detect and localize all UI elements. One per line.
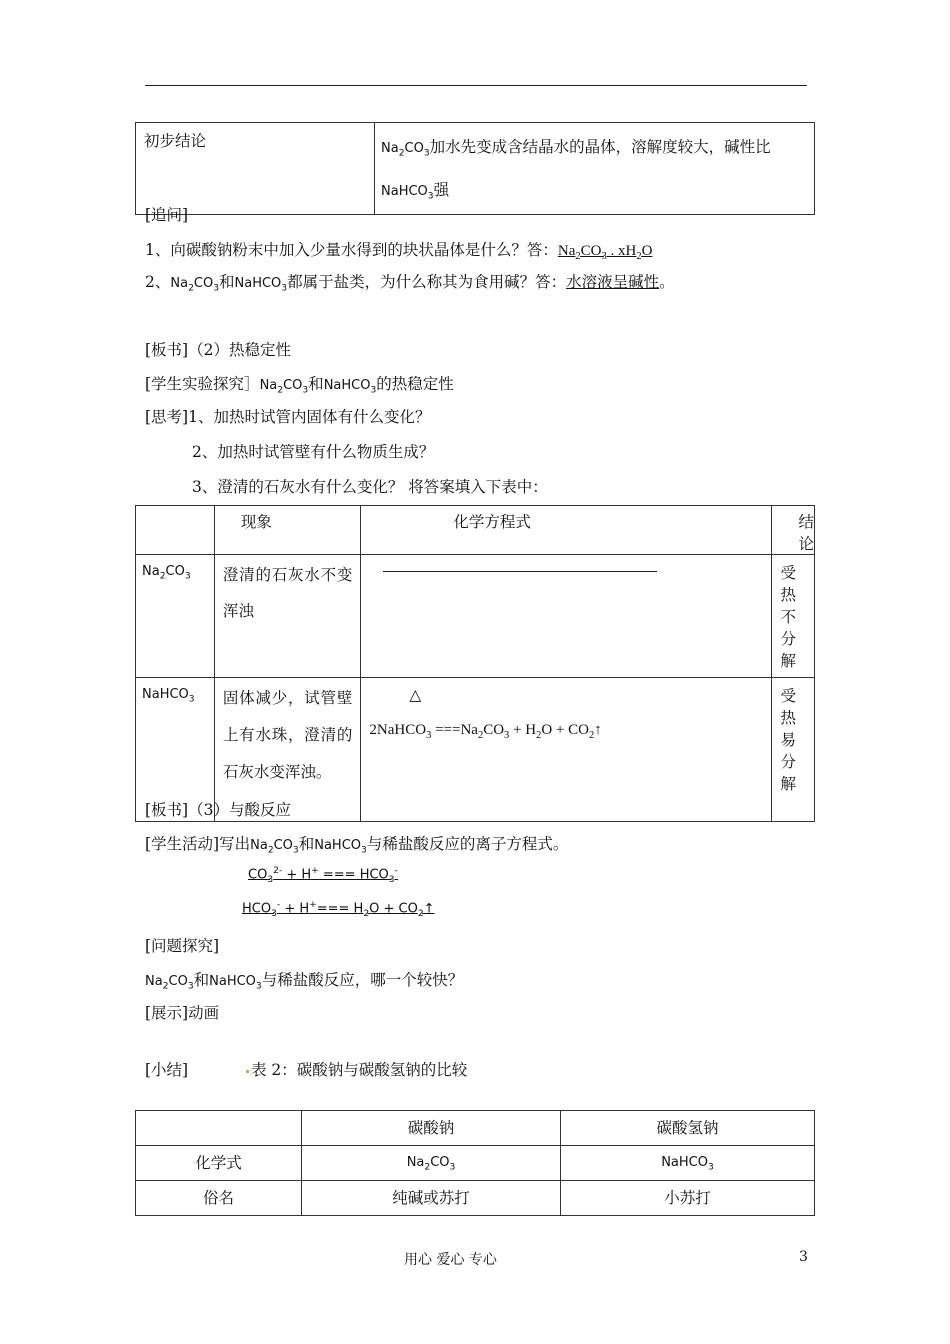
header-rule (145, 85, 807, 86)
q2-and: 和 (218, 273, 235, 291)
t3-row-common-name-na2co3: 纯碱或苏打 (302, 1181, 561, 1216)
t3-row-formula-nahco3: NaHCO$_3$ (561, 1146, 815, 1181)
board-acid-reaction: [板书]（3）与酸反应 (145, 801, 291, 819)
conclusion-text-cell (375, 123, 815, 215)
followup-heading: [追问] (145, 206, 189, 224)
conclusion-label: 初步结论 (144, 132, 207, 150)
inquiry-text: 与稀盐酸反应，哪一个较快？ (261, 971, 464, 989)
followup-q1-answer: $Na_2CO_3$ . $xH_2O$ (557, 243, 653, 262)
formula-na2co3: $Na_2CO_3$ (145, 974, 194, 992)
t3-row-formula-label: 化学式 (136, 1146, 302, 1181)
formula-nahco3: NaHCO$_3$ (234, 276, 288, 294)
t2-header-empty (136, 506, 215, 555)
board-thermal-stability: [板书]（2）热稳定性 (145, 341, 291, 359)
t2-row2-equation-cell (361, 678, 772, 822)
conclusion-table (135, 122, 815, 215)
exp-and: 和 (308, 375, 324, 393)
student-activity (145, 832, 568, 856)
conclusion-label-cell (136, 123, 375, 215)
t2-row2-conclusion: 受热易分解 (772, 678, 815, 822)
show-animation: [展示]动画 (145, 1004, 220, 1022)
t2-row2-equation: 2NaHCO$_3$ $===Na_2CO_3 + H_2O$ + $CO_2↑$ (369, 722, 602, 741)
summary-label: [小结] (145, 1061, 189, 1079)
conclusion-line2: 强 (433, 180, 450, 199)
ionic-equation-1: $CO_3^{2-} + H^+$ === $HCO_3^-$ (248, 866, 398, 885)
inquiry-and: 和 (193, 971, 210, 989)
t3-row-common-name-nahco3: 小苏打 (561, 1181, 815, 1216)
followup-q2-answer: 水溶液呈碱性 (566, 273, 660, 291)
t3-header-empty (136, 1111, 302, 1146)
followup-q1 (145, 238, 652, 262)
problem-inquiry: [问题探究] (145, 937, 220, 955)
t3-row-common-name-label: 俗名 (136, 1181, 302, 1216)
t2-row1-phenomenon: 澄清的石灰水不变浑浊 (214, 555, 361, 678)
t2-row1-name: $Na_2CO_3$ (136, 555, 215, 678)
formula-na2co3: $Na_2CO_3$ (381, 141, 430, 159)
activity-and: 和 (298, 835, 315, 853)
t2-header-phenomenon: 现象 (214, 506, 361, 555)
activity-post: 与稀盐酸反应的离子方程式。 (366, 835, 569, 853)
t2-row1-conclusion: 受热不分解 (772, 555, 815, 678)
followup-q2 (145, 270, 675, 294)
q2-text: 都属于盐类，为什么称其为食用碱？答： (287, 273, 567, 291)
t3-row-formula-na2co3: $Na_2CO_3$ (302, 1146, 561, 1181)
inquiry-question (145, 968, 463, 992)
t3-header-sodium-bicarbonate: 碳酸氢钠 (561, 1111, 815, 1146)
formula-nahco3: NaHCO$_3$ (314, 838, 367, 856)
followup-q1-text: 1、向碳酸钠粉末中加入少量水得到的块状晶体是什么？答： (145, 241, 558, 259)
t3-header-sodium-carbonate: 碳酸钠 (302, 1111, 561, 1146)
think-question-3: 3、澄清的石灰水有什么变化？ 将答案填入下表中： (192, 478, 548, 496)
t2-row2-phenomenon: 固体减少，试管壁上有水珠，澄清的石灰水变浑浊。 (214, 678, 361, 822)
table-caption-text: 表 2：碳酸钠与碳酸氢钠的比较 (251, 1061, 468, 1079)
think-question-1: [思考]1、加热时试管内固体有什么变化？ (145, 408, 431, 426)
heat-symbol: △ (409, 686, 422, 704)
formula-na2co3: $Na_2CO_3$ (170, 276, 219, 294)
ionic-equation-2: $HCO_3^- + H^+=== H_2O$ + $CO_2↑$ (242, 900, 435, 919)
t2-row1-equation (361, 555, 772, 678)
formula-na2co3: $Na_2CO_3$ (259, 378, 309, 396)
formula-na2co3: $Na_2CO_3$ (250, 838, 299, 856)
student-experiment (145, 372, 454, 396)
thermal-stability-table (135, 505, 815, 822)
exp-post: 的热稳定性 (376, 375, 454, 393)
conclusion-line1: 加水先变成含结晶水的晶体，溶解度较大，碱性比 (429, 138, 771, 156)
bullet-dot (246, 1070, 249, 1073)
exp-pre: [学生实验探究］ (145, 375, 260, 393)
formula-nahco3: NaHCO$_3$ (209, 974, 262, 992)
footer-motto: 用心 爱心 专心 (404, 1252, 497, 1268)
t2-header-equation: 化学方程式 (361, 506, 772, 555)
think-question-2: 2、加热时试管壁有什么物质生成？ (192, 443, 435, 461)
formula-nahco3: NaHCO$_3$ (323, 378, 377, 396)
page-number: 3 (799, 1249, 808, 1265)
comparison-table (135, 1110, 815, 1216)
q2-prefix: 2、 (145, 273, 171, 291)
t2-header-conclusion: 结论 (772, 506, 815, 555)
q2-end: 。 (659, 273, 675, 291)
formula-nahco3: NaHCO$_3$ (381, 183, 434, 202)
activity-pre: [学生活动]写出 (145, 835, 251, 853)
table-caption (244, 1058, 467, 1080)
blank-line (383, 571, 657, 572)
t2-row2-name: NaHCO$_3$ (136, 678, 215, 822)
